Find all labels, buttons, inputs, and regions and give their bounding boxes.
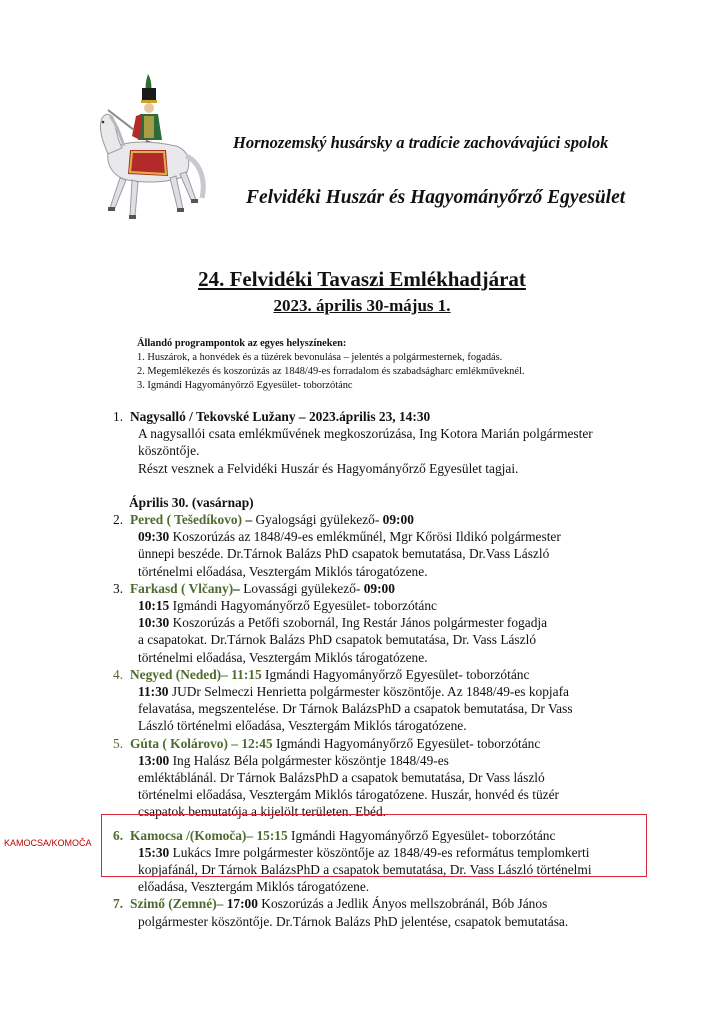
event-location: Kamocsa /(Komoča) xyxy=(130,827,247,843)
event-location: Negyed (Neded) xyxy=(130,666,222,682)
hussar-illustration xyxy=(88,70,220,228)
event-line xyxy=(113,597,673,614)
event-location: Pered ( Tešedíkovo) xyxy=(130,512,243,528)
event-line: csapatok bemutatója a kijelölt területen. Ebéd. xyxy=(138,804,387,820)
event-text: Igmándi Hagyományőrző Egyesület- toborzótánc xyxy=(261,666,530,682)
event-line: Részt vesznek a Felvidéki Huszár és Hagyományőrző Egyesület tagjai. xyxy=(138,460,519,476)
event-line: a csapatokat. Dr.Tárnok Balázs PhD csapatok bemutatása, Dr. Vass László xyxy=(138,632,537,648)
event-heading xyxy=(113,666,673,683)
event-sep: – xyxy=(242,512,256,528)
event-number: 6. xyxy=(113,827,124,843)
event-location: Nagysalló / Tekovské Lužany – 2023.április 23, 14:30 xyxy=(130,409,431,424)
org-name-sk: Hornozemský husársky a tradície zachovávajúci spolok xyxy=(233,133,609,152)
event-heading xyxy=(113,735,673,752)
event-line: kopjafánál, Dr Tárnok BalázsPhD a csapatok bemutatása, Dr. Vass László történelmi xyxy=(138,862,592,878)
event-sep: – xyxy=(227,735,242,751)
org-name-hu: Felvidéki Huszár és Hagyományőrző Egyesület xyxy=(246,187,626,208)
event-line: történelmi előadása, Vesztergám Miklós tárogatózene. Huszár, honvéd és tüzér xyxy=(138,787,559,803)
event-number: 2. xyxy=(113,512,124,528)
event-time: 12:45 xyxy=(241,735,273,751)
event-line: köszöntője. xyxy=(138,443,200,459)
event-line: polgármester köszöntője. Dr.Tárnok Balázs PhD jelentése, csapatok bemutatása. xyxy=(138,913,569,929)
annotation-label: KAMOCSA/KOMOČA xyxy=(4,838,92,848)
event-sep: – xyxy=(221,666,232,682)
event-line: előadása, Vesztergám Miklós tárogatózene. xyxy=(138,879,370,895)
event-line xyxy=(113,614,673,631)
event-heading xyxy=(113,408,673,425)
event-heading xyxy=(113,580,673,597)
event-text: Ing Halász Béla polgármester köszöntje 1848/49-es xyxy=(169,752,449,768)
event-line xyxy=(113,528,673,545)
event-time: 15:15 xyxy=(256,827,288,843)
event-text: JUDr Selmeczi Henrietta polgármester köszöntője. Az 1848/49-es kopjafa xyxy=(168,684,569,700)
event-time: 11:30 xyxy=(138,684,169,700)
event-location: Gúta ( Kolárovo) xyxy=(130,735,228,751)
event-heading xyxy=(113,895,673,912)
page-dates: 2023. április 30-május 1. xyxy=(273,296,451,315)
event-line xyxy=(113,683,673,700)
fixed-program xyxy=(137,337,524,393)
event-number: 3. xyxy=(113,580,124,596)
event-time: 15:30 xyxy=(138,844,170,860)
event-time: 13:00 xyxy=(138,752,170,768)
fixed-program-heading: Állandó programpontok az egyes helyszíneken: xyxy=(137,338,347,349)
fixed-program-item: 2. Megemlékezés és koszorúzás az 1848/49-es forradalom és szabadságharc emlékműveknél. xyxy=(137,366,525,377)
event-line: László történelmi előadása, Vesztergám Miklós tárogatózene. xyxy=(138,718,467,734)
highlight-box xyxy=(101,814,647,877)
event-sep: – xyxy=(233,580,244,596)
event-number: 1. xyxy=(113,409,124,424)
event-line xyxy=(113,752,673,769)
event-heading xyxy=(113,511,673,528)
event-text: Igmándi Hagyományőrző Egyesület- toborzótánc xyxy=(287,827,556,843)
event-location: Farkasd ( Vlčany) xyxy=(130,580,234,596)
fixed-program-item: 1. Huszárok, a honvédek és a tüzérek bevonulása – jelentés a polgármesternek, fogadás. xyxy=(137,352,503,363)
event-time: 10:15 xyxy=(138,598,170,614)
event-line: történelmi előadása, Vesztergám Miklós tárogatózene. xyxy=(138,563,428,579)
event-time: 09:00 xyxy=(382,512,414,528)
event-time: 10:30 xyxy=(138,615,170,631)
event-text: Lukács Imre polgármester köszöntője az 1848/49-es református templomkerti xyxy=(169,844,590,860)
event-number: 4. xyxy=(113,666,124,682)
event-line: A nagysallói csata emlékművének megkoszorúzása, Ing Kotora Marián polgármester xyxy=(138,426,593,442)
event-time: 09:30 xyxy=(138,529,170,545)
event-line: ünnepi beszéde. Dr.Tárnok Balázs PhD csapatok bemutatása, Dr.Vass László xyxy=(138,546,550,562)
event-text: Koszorúzás az 1848/49-es emlékműnél, Mgr Kőrösi Ildikó polgármester xyxy=(169,529,561,545)
event-text: Lovassági gyülekező- xyxy=(243,580,364,596)
event-number: 7. xyxy=(113,896,124,912)
event-text: Koszorúzás a Petőfi szobornál, Ing Restár János polgármester fogadja xyxy=(169,615,548,631)
event-sep: – xyxy=(216,896,227,912)
event-line: felavatása, megszentelése. Dr Tárnok BalázsPhD a csapatok bemutatása, Dr Vass xyxy=(138,701,573,717)
day-heading: Április 30. (vasárnap) xyxy=(129,494,254,510)
event-location: Szimő (Zemné) xyxy=(130,896,217,912)
event-text: Igmándi Hagyományőrző Egyesület- toborzótánc xyxy=(272,735,541,751)
page-title: 24. Felvidéki Tavaszi Emlékhadjárat xyxy=(198,267,526,291)
event-sep: – xyxy=(246,827,257,843)
event-line: történelmi előadása, Vesztergám Miklós tárogatózene. xyxy=(138,649,428,665)
event-text: Gyalogsági gyülekező- xyxy=(255,512,383,528)
event-text: Koszorúzás a Jedlik Ányos mellszobránál, Bób János xyxy=(257,896,548,912)
event-number: 5. xyxy=(113,735,124,751)
event-time: 17:00 xyxy=(226,896,258,912)
event-time: 09:00 xyxy=(363,580,395,596)
event-line: emléktáblánál. Dr Tárnok BalázsPhD a csapatok bemutatása, Dr Vass lászló xyxy=(138,770,545,786)
event-time: 11:15 xyxy=(231,666,262,682)
fixed-program-item: 3. Igmándi Hagyományőrző Egyesület- toborzótánc xyxy=(137,380,353,391)
event-text: Igmándi Hagyományőrző Egyesület- toborzótánc xyxy=(169,598,437,614)
